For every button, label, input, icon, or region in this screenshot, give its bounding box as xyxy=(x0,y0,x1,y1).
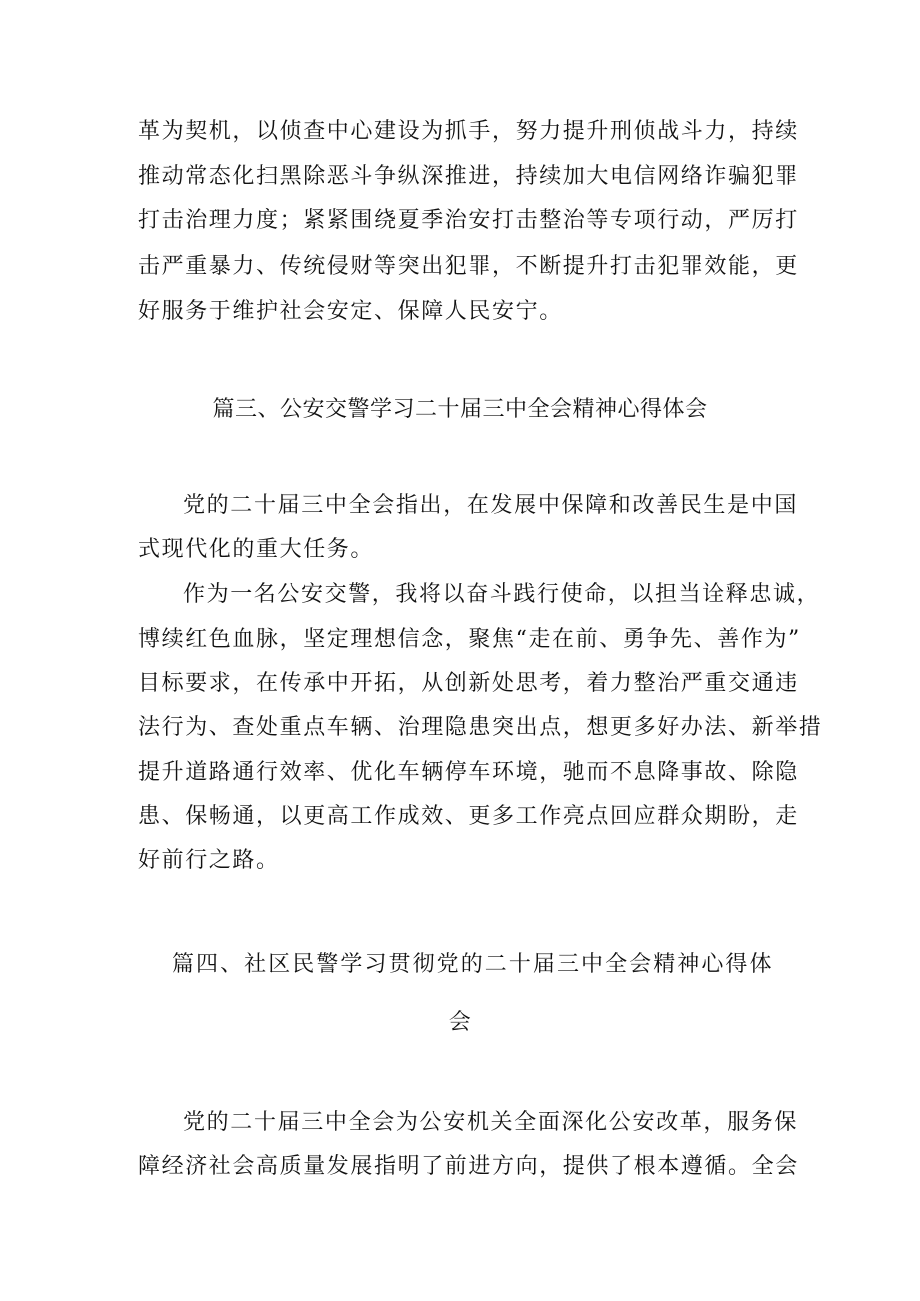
paragraph-line: 障经济社会高质量发展指明了前进方向，提供了根本遵循。全会 xyxy=(138,1154,799,1179)
paragraph-line: 革为契机，以侦查中心建设为抓手，努力提升刑侦战斗力，持续 xyxy=(138,119,799,144)
paragraph-line: 式现代化的重大任务。 xyxy=(138,537,375,562)
paragraph-line: 好前行之路。 xyxy=(138,848,280,873)
paragraph-line: 击严重暴力、传统侵财等突出犯罪，不断提升打击犯罪效能，更 xyxy=(138,254,799,279)
section-4-title-line-2: 会 xyxy=(448,1010,472,1035)
paragraph-line: 推动常态化扫黑除恶斗争纵深推进，持续加大电信网络诈骗犯罪 xyxy=(138,164,799,189)
paragraph-line: 患、保畅通，以更高工作成效、更多工作亮点回应群众期盼，走 xyxy=(138,804,799,829)
section-4-title-line-1: 篇四、社区民警学习贯彻党的二十届三中全会精神心得体 xyxy=(172,952,772,977)
paragraph-line: 提升道路通行效率、优化车辆停车环境，驰而不息降事故、除隐 xyxy=(138,760,799,785)
paragraph-line: 党的二十届三中全会为公安机关全面深化公安改革，服务保 xyxy=(183,1110,798,1135)
paragraph-line: 党的二十届三中全会指出，在发展中保障和改善民生是中国 xyxy=(183,493,798,518)
paragraph-line: 法行为、查处重点车辆、治理隐患突出点，想更多好办法、新举措 xyxy=(138,715,823,740)
paragraph-line: 好服务于维护社会安定、保障人民安宁。 xyxy=(138,299,563,324)
paragraph-line: 打击治理力度；紧紧围绕夏季治安打击整治等专项行动，严厉打 xyxy=(138,208,799,233)
section-3-title: 篇三、公安交警学习二十届三中全会精神心得体会 xyxy=(212,397,708,422)
paragraph-line: 作为一名公安交警，我将以奋斗践行使命，以担当诠释忠诚， xyxy=(183,582,821,607)
paragraph-line: 博续红色血脉，坚定理想信念，聚焦“走在前、勇争先、善作为” xyxy=(138,627,801,652)
paragraph-line: 目标要求，在传承中开拓，从创新处思考，着力整治严重交通违 xyxy=(138,671,799,696)
